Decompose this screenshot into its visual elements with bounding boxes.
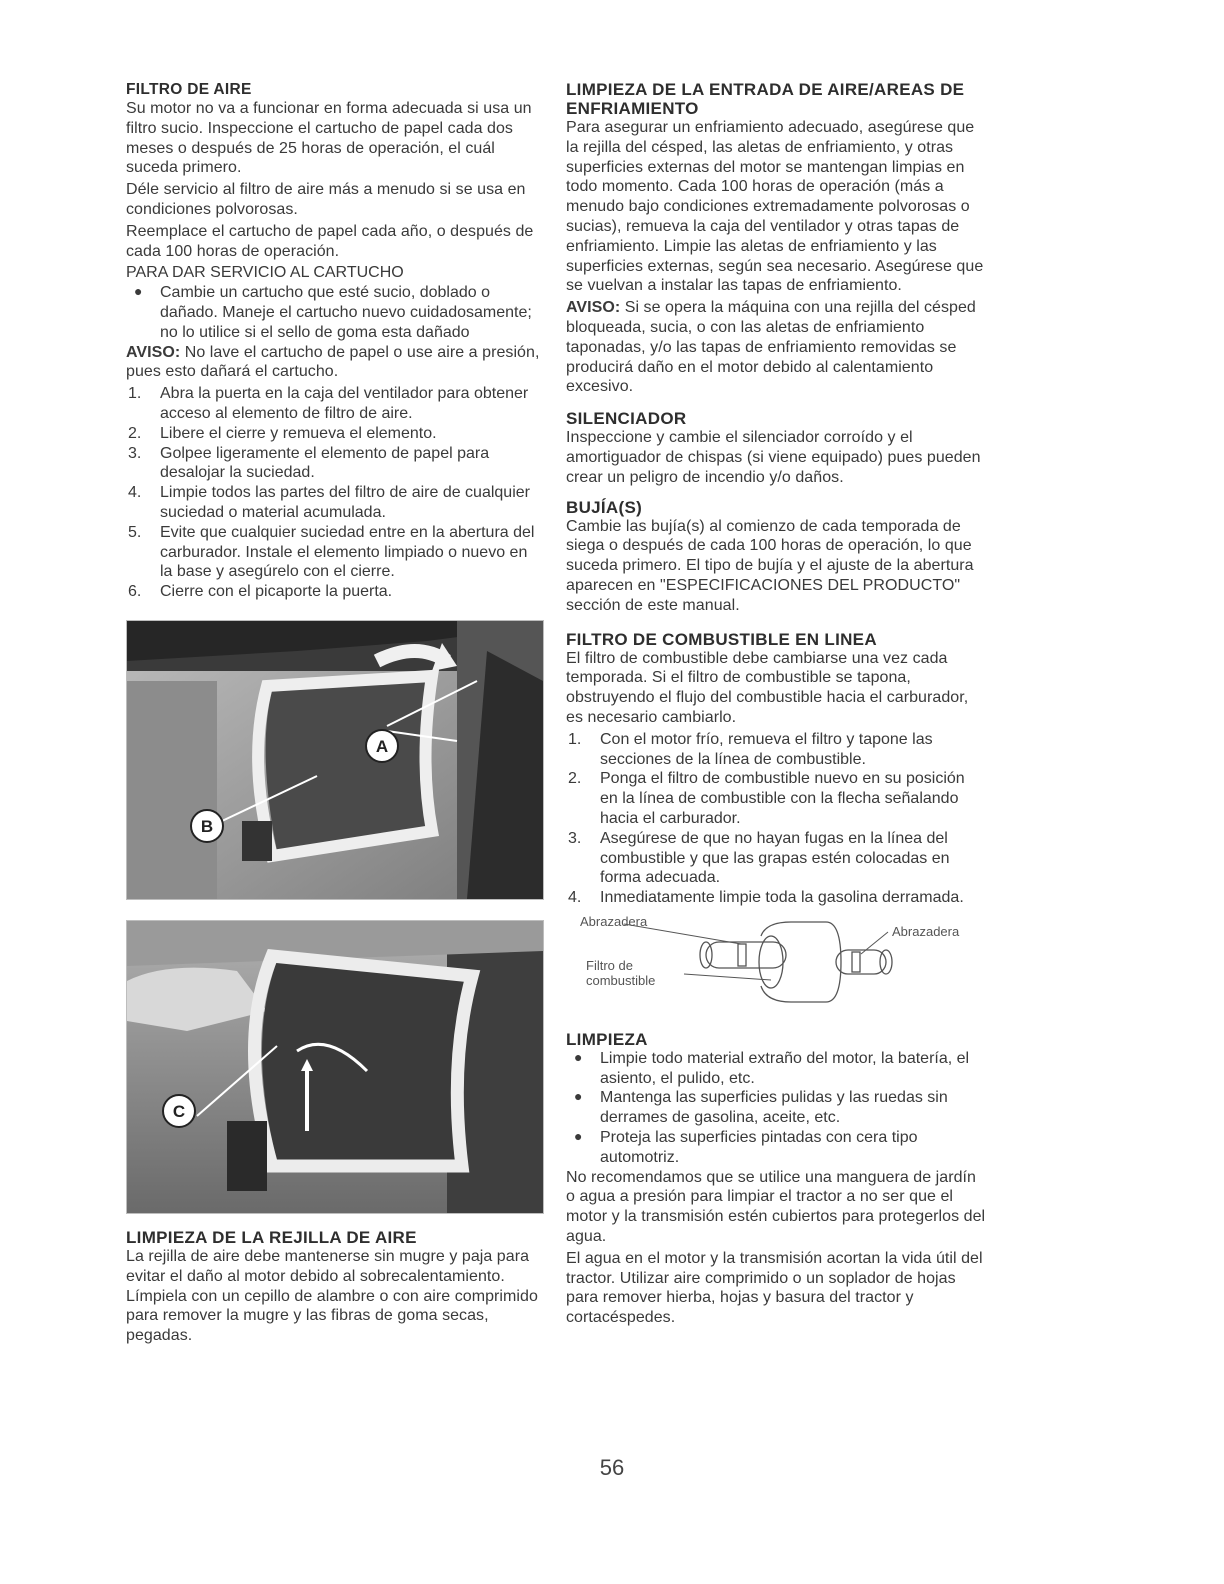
svg-text:B: B: [200, 816, 214, 836]
cleaning-bullets: [566, 1049, 986, 1168]
air-filter-photo-1-image: [127, 621, 543, 899]
air-intake-text: Para asegurar un enfriamiento adecuado, asegúrese que la rejilla del césped, las aletas de enfriamiento, y otras superficies externas del motor se mantengan limpias en todo momento. Cada 100 horas de operación (más a menudo bajo condiciones extremadamente polvorosas o sucias), remueva la caja del ventilador y otras tapas de enfriamiento. Limpie las aletas de enfriamiento y las superficies externas, según sea necesario. Asegúrese que se vuelvan a instalar las tapas de enfriamiento.: [566, 119, 984, 295]
callout-a: [366, 730, 398, 762]
air-filter-photo-2: [126, 920, 544, 1214]
list-item: 1. Con el motor frío, remueva el filtro y tapone las secciones de la línea de combustible.: [568, 730, 933, 768]
list-item: 6. Cierre con el picaporte la puerta.: [128, 583, 393, 601]
bullet-icon: ●: [134, 283, 143, 300]
bullet-icon: ●: [574, 1088, 583, 1105]
fuel-filter-label: Filtro de combustible: [586, 957, 656, 988]
svg-text:A: A: [375, 736, 389, 756]
air-filter-steps: [126, 384, 542, 602]
grille-cleaning-heading: LIMPIEZA DE LA REJILLA DE AIRE: [126, 1227, 417, 1247]
list-item: 4. Limpie todos las partes del filtro de aire de cualquier suciedad o material acumulada.: [128, 484, 530, 521]
fuel-filter-text: El filtro de combustible debe cambiarse una vez cada temporada. Si el filtro de combustible se tapona, obstruyendo el flujo del combustible hacia el carburador, es necesario cambiarlo.: [566, 649, 969, 726]
grille-cleaning-text: La rejilla de aire debe mantenerse sin mugre y paja para evitar el daño al motor debido al sobrecalentamiento. Límpiela con un cepillo de alambre o con aire comprimido para remover la mugre y las fibras de goma secas, pegadas.: [126, 1247, 538, 1345]
fuel-filter-heading: FILTRO DE COMBUSTIBLE EN LINEA: [566, 629, 877, 649]
air-filter-replace-note: Reemplace el cartucho de papel cada año, o después de cada 100 horas de operación.: [126, 222, 534, 260]
air-filter-heading: FILTRO DE AIRE: [126, 81, 252, 98]
spark-plug-text: Cambie las bujía(s) al comienzo de cada temporada de siega o después de cada 100 horas de operación, lo que suceda primero. El tipo de bujía y el ajuste de la abertura aparecen en "ESPECIFICACIONES DEL PRODUCTO" sección de este manual.: [566, 517, 974, 614]
callout-b: [191, 810, 223, 842]
right-column: [566, 80, 986, 1330]
air-intake-heading: LIMPIEZA DE LA ENTRADA DE AIRE/AREAS DE ENFRIAMIENTO: [566, 80, 965, 118]
list-item: ● Mantenga las superficies pulidas y las ruedas sin derrames de gasolina, aceite, etc.: [574, 1088, 948, 1127]
muffler-heading: SILENCIADOR: [566, 409, 687, 429]
list-item: 2. Libere el cierre y remueva el elemento.: [128, 424, 437, 442]
air-filter-photo-1: [126, 620, 544, 900]
cleaning-heading: LIMPIEZA: [566, 1029, 648, 1049]
air-filter-intro: Su motor no va a funcionar en forma adecuada si usa un filtro sucio. Inspeccione el cartucho de papel cada dos meses o después de 25 horas de operación, el cuál suceda primero.: [126, 100, 532, 177]
cleaning-air-note: El agua en el motor y la transmisión acortan la vida útil del tractor. Utilizar aire comprimido o un soplador de hojas para remover hierba, hojas y basura del tractor y cortacéspedes.: [566, 1249, 983, 1327]
bullet-icon: ●: [574, 1128, 583, 1145]
bullet-icon: ●: [574, 1048, 583, 1065]
air-filter-dusty-note: Déle servicio al filtro de aire más a menudo si se usa en condiciones polvorosas.: [126, 181, 526, 218]
list-item: ● Limpie todo material extraño del motor, la batería, el asiento, el pulido, etc.: [574, 1048, 970, 1087]
list-item: ● Cambie un cartucho que esté sucio, doblado o dañado. Maneje el cartucho nuevo cuidadosamente; no lo utilice si el sello de goma esta dañado: [134, 283, 532, 341]
svg-text:C: C: [172, 1101, 186, 1121]
service-bullet-list: [126, 283, 542, 342]
page-number: 56: [599, 1455, 625, 1480]
service-cartridge-heading: PARA DAR SERVICIO AL CARTUCHO: [126, 264, 404, 282]
left-column: [126, 80, 542, 1348]
air-intake-warning: AVISO: Si se opera la máquina con una rejilla del césped bloqueada, sucia, o con las aletas de enfriamiento taponadas, y/o las tapas de enfriamiento removidas se producirá daño en el motor debido al calentamiento excesivo.: [566, 299, 976, 396]
list-item: ● Proteja las superficies pintadas con cera tipo automotriz.: [574, 1128, 918, 1166]
callout-c: [163, 1095, 195, 1127]
fuel-filter-figure: [566, 914, 986, 1010]
list-item: 3. Golpee ligeramente el elemento de papel para desalojar la suciedad.: [128, 444, 490, 482]
muffler-text: Inspeccione y cambie el silenciador corroído y el amortiguador de chispas (si viene equipado) pues pueden crear un peligro de incendio y/o daños.: [566, 429, 981, 486]
air-filter-photo-2-image: [127, 921, 543, 1213]
clamp-label-right: Abrazadera: [892, 923, 960, 939]
list-item: 1. Abra la puerta en la caja del ventilador para obtener acceso al elemento de filtro de aire.: [128, 385, 529, 422]
cleaning-water-warning: No recomendamos que se utilice una manguera de jardín o agua a presión para limpiar el tractor a no ser que el motor y la transmisión estén cubiertos para protegerlos del agua.: [566, 1168, 986, 1246]
spark-plug-heading: BUJÍA(S): [566, 497, 643, 517]
list-item: 5. Evite que cualquier suciedad entre en la abertura del carburador. Instale el elemento limpiado o nuevo en la base y asegúrelo con el cierre.: [128, 523, 535, 581]
list-item: 4. Inmediatamente limpie toda la gasolina derramada.: [568, 889, 964, 907]
list-item: 2. Ponga el filtro de combustible nuevo en su posición en la línea de combustible con la flecha señalando hacia el carburador.: [568, 770, 965, 827]
air-filter-warning: AVISO: No lave el cartucho de papel o use aire a presión, pues esto dañará el cartucho.: [126, 343, 540, 381]
clamp-label-left: Abrazadera: [580, 913, 648, 929]
fuel-filter-steps: [566, 730, 986, 908]
list-item: 3. Asegúrese de que no hayan fugas en la línea del combustible y que las grapas estén colocadas en forma adecuada.: [568, 829, 950, 887]
